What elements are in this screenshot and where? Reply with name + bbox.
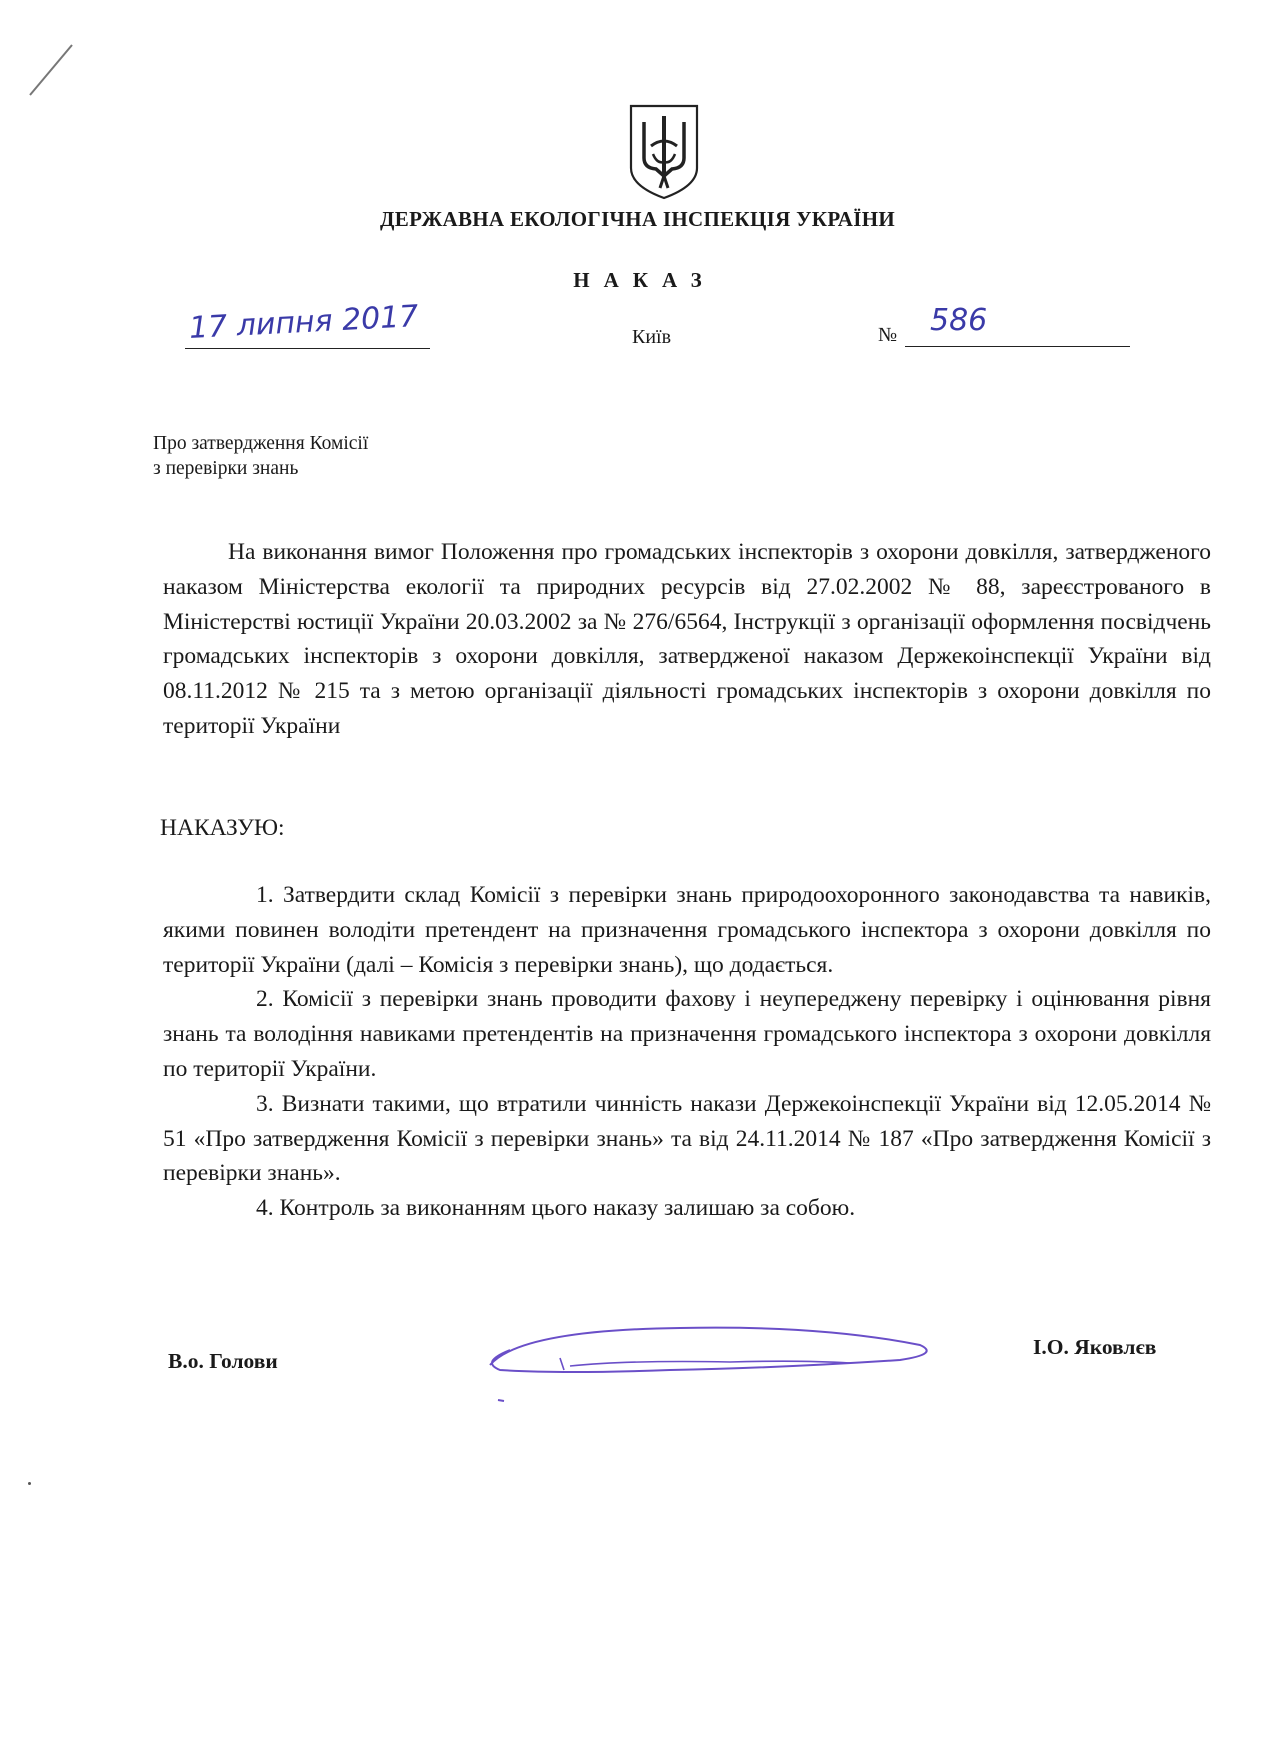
trident-emblem-icon xyxy=(627,102,701,202)
signatory-position: В.о. Голови xyxy=(168,1349,278,1373)
agency-name: ДЕРЖАВНА ЕКОЛОГІЧНА ІНСПЕКЦІЯ УКРАЇНИ xyxy=(380,207,895,231)
order-item-1: 1. Затвердити склад Комісії з перевірки знань природоохоронного законодавства та навиків, якими повинен володіти претендент на призначення громадського інспектора з охорони довкілля по території України (далі – Комісія з перевірки знань), що додається. xyxy=(163,882,1211,978)
scan-mark xyxy=(22,40,77,100)
number-label: № xyxy=(878,324,898,346)
handwritten-number: 586 xyxy=(930,303,988,338)
order-item-2: 2. Комісії з перевірки знань проводити фахову і неупереджену перевірку і оцінювання рівня знань та володіння навиками претендентів на призначення громадського інспектора з охорони довкілля по території України. xyxy=(163,986,1211,1082)
subject-line-2: з перевірки знань xyxy=(153,458,299,479)
orders-heading: НАКАЗУЮ: xyxy=(160,815,285,841)
order-items xyxy=(163,878,1211,1226)
city: Київ xyxy=(632,326,672,348)
order-item-3: 3. Визнати такими, що втратили чинність накази Держекоінспекції України від 12.05.2014 № 51 «Про затвердження Комісії з перевірки знань» та від 24.11.2014 № 187 «Про затвердження Комісії з перевірки знань». xyxy=(163,1090,1211,1187)
handwritten-date: 17 липня 2017 xyxy=(188,299,420,346)
number-line xyxy=(905,346,1130,347)
document-type: НАКАЗ xyxy=(573,268,716,292)
scan-dot xyxy=(28,1482,31,1485)
order-subject xyxy=(153,431,368,481)
subject-line-1: Про затвердження Комісії xyxy=(153,433,369,454)
preamble-paragraph: На виконання вимог Положення про громадських інспекторів з охорони довкілля, затвердженого наказом Міністерства екології та природних ресурсів від 27.02.2002 № 88, зареєстрованого в Міністерстві юстиції України 20.03.2002 за № 276/6564, Інструкції з організації оформлення посвідчень громадських інспекторів з охорони довкілля, затвердженої наказом Держекоінспекції України від 08.11.2012 № 215 та з метою організації діяльності громадських інспекторів з охорони довкілля по території України xyxy=(163,539,1211,739)
signatory-name: І.О. Яковлєв xyxy=(1033,1335,1157,1359)
handwritten-signature xyxy=(480,1310,950,1410)
order-item-4: 4. Контроль за виконанням цього наказу залишаю за собою. xyxy=(256,1195,856,1222)
date-line xyxy=(185,348,430,349)
